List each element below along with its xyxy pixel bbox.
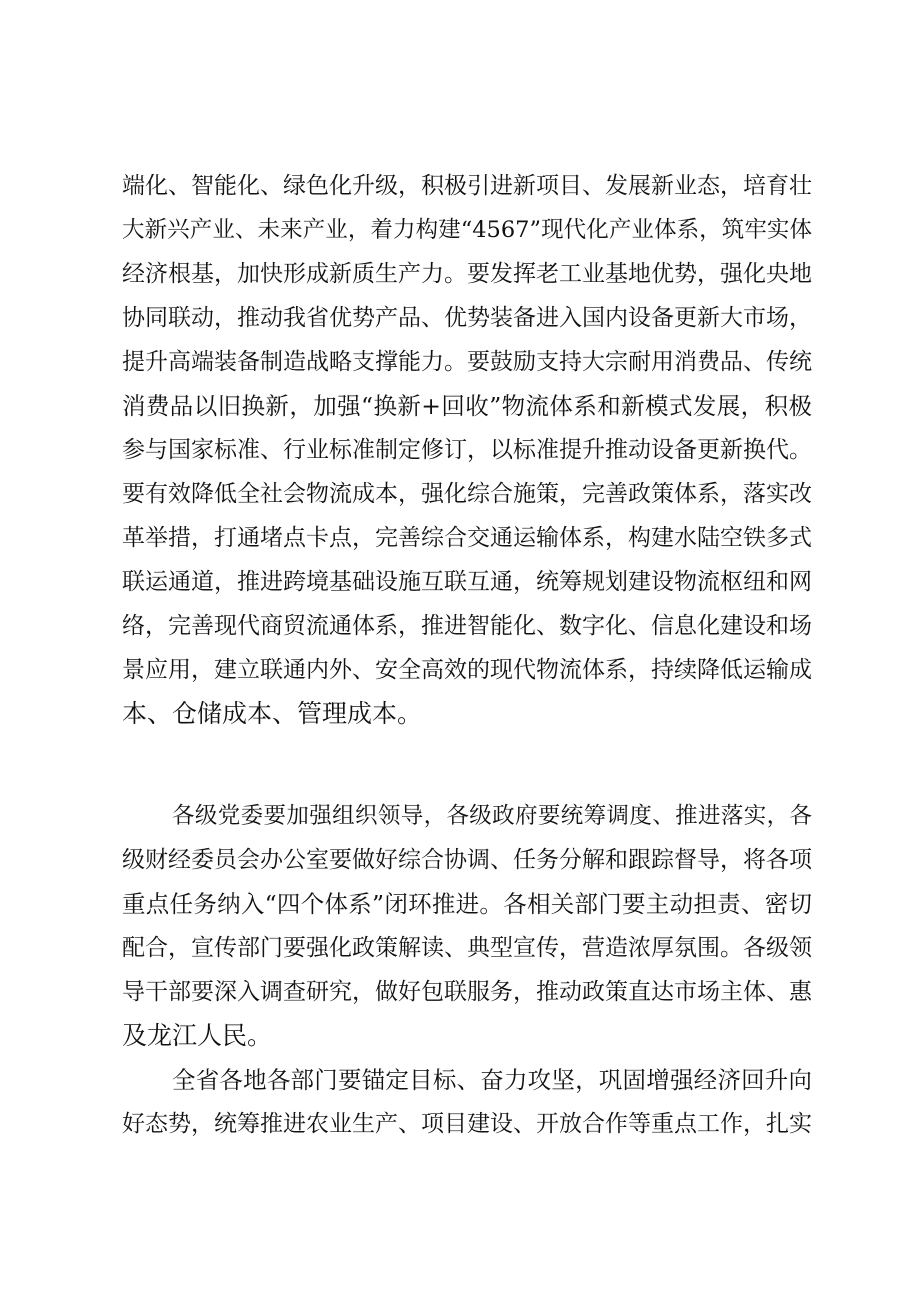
text-line: 级财经委员会办公室要做好综合协调、任务分解和跟踪督导，将各项 [122,847,812,873]
text-line: 配合，宣传部门要强化政策解读、典型宣传，营造浓厚氛围。各级领 [122,935,812,961]
text-line: 联运通道，推进跨境基础设施互联互通，统筹规划建设物流枢纽和网 [122,569,812,595]
text-line: 协同联动，推动我省优势产品、优势装备进入国内设备更新大市场， [122,305,812,331]
text-line: 参与国家标准、行业标准制定修订，以标准提升推动设备更新换代。 [122,437,812,463]
text-line: 提升高端装备制造战略支撑能力。要鼓励支持大宗耐用消费品、传统 [122,349,812,375]
text-line: 端化、智能化、绿色化升级，积极引进新项目、发展新业态，培育壮 [122,173,812,199]
text-line: 重点任务纳入“四个体系”闭环推进。各相关部门要主动担责、密切 [122,890,812,918]
text-line: 导干部要深入调查研究，做好包联服务，推动政策直达市场主体、惠 [122,979,812,1005]
text-line: 消费品以旧换新，加强“换新+回收”物流体系和新模式发展，积极 [122,392,812,420]
text-line: 要有效降低全社会物流成本，强化综合施策，完善政策体系，落实改 [122,481,812,507]
text-line: 及龙江人民。 [122,1021,273,1050]
text-line: 络，完善现代商贸流通体系，推进智能化、数字化、信息化建设和场 [122,613,812,639]
text-line: 各级党委要加强组织领导，各级政府要统筹调度、推进落实，各 [172,803,812,829]
text-line: 景应用，建立联通内外、安全高效的现代物流体系，持续降低运输成 [122,657,812,683]
text-line: 全省各地各部门要锚定目标、奋力攻坚，巩固增强经济回升向 [172,1066,812,1094]
text-line: 本、仓储成本、管理成本。 [122,699,423,728]
text-line: 大新兴产业、未来产业，着力构建“4567”现代化产业体系，筑牢实体 [122,217,812,243]
text-line: 革举措，打通堵点卡点，完善综合交通运输体系，构建水陆空铁多式 [122,525,812,551]
text-line: 经济根基，加快形成新质生产力。要发挥老工业基地优势，强化央地 [122,261,812,287]
text-line: 好态势，统筹推进农业生产、项目建设、开放合作等重点工作，扎实 [122,1111,812,1137]
